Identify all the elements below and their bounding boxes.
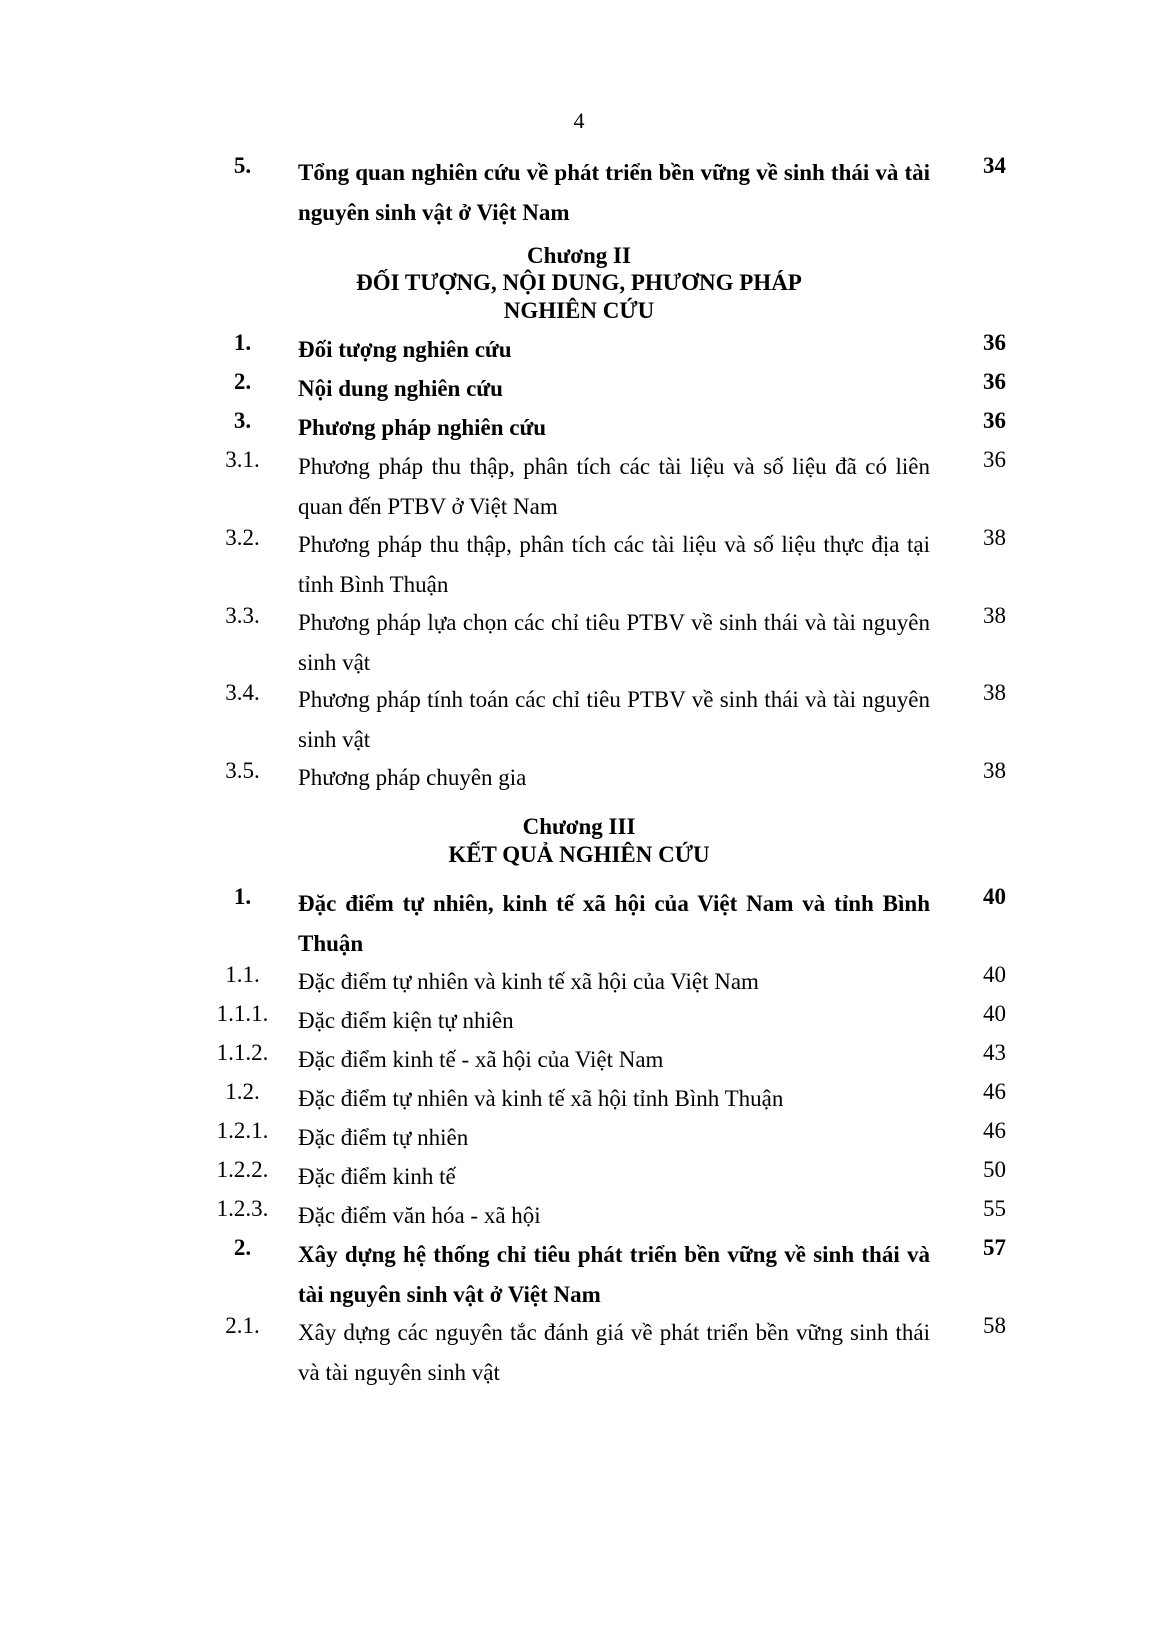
toc-entry-title: Xây dựng các nguyên tắc đánh giá về phát triển bền vững sinh thái và tài nguyên sinh vật	[298, 1320, 930, 1385]
chapter-label: Chương II	[527, 243, 631, 268]
toc-entry-title: Đặc điểm tự nhiên, kinh tế xã hội của Việt Nam và tỉnh Bình Thuận	[298, 891, 930, 956]
toc-entry-page: 50	[983, 1157, 1006, 1182]
toc-entry-number: 1.2.2.	[216, 1157, 269, 1182]
toc-entry-page: 57	[983, 1235, 1006, 1260]
toc-entry-page: 36	[983, 408, 1006, 433]
chapter-label: Chương III	[522, 814, 636, 839]
toc-entry-page: 36	[983, 330, 1006, 355]
toc-entry-page: 40	[983, 962, 1006, 987]
toc-entry-number: 3.3.	[225, 603, 260, 628]
toc-entry-number: 2.	[233, 1235, 252, 1260]
toc-entry-page: 38	[983, 680, 1006, 705]
toc-entry-page: 46	[983, 1118, 1006, 1143]
toc-entry-title: Phương pháp tính toán các chỉ tiêu PTBV về sinh thái và tài nguyên sinh vật	[298, 687, 930, 752]
toc-entry-page: 55	[983, 1196, 1006, 1221]
toc-entry-number: 3.4.	[225, 680, 260, 705]
chapter-title: KẾT QUẢ NGHIÊN CỨU	[448, 842, 710, 867]
toc-entry-title: Đặc điểm tự nhiên và kinh tế xã hội của Việt Nam	[298, 969, 759, 994]
toc-entry-number: 1.1.	[225, 962, 260, 987]
toc-entry-title: Nội dung nghiên cứu	[298, 376, 503, 401]
toc-entry-title: Phương pháp lựa chọn các chỉ tiêu PTBV về sinh thái và tài nguyên sinh vật	[298, 610, 930, 675]
toc-entry-number: 3.5.	[225, 758, 260, 783]
toc-entry-title: Phương pháp nghiên cứu	[298, 415, 547, 440]
toc-entry-page: 34	[983, 153, 1006, 178]
toc-entry-title: Đặc điểm kinh tế	[298, 1164, 456, 1189]
page-number: 4	[573, 108, 585, 133]
toc-entry-number: 1.2.1.	[216, 1118, 269, 1143]
toc-entry-number: 1.1.2.	[216, 1040, 269, 1065]
toc-entry-title: Tổng quan nghiên cứu về phát triển bền vững về sinh thái và tài nguyên sinh vật ở Việt Nam	[298, 160, 930, 225]
toc-entry-page: 58	[983, 1313, 1006, 1338]
toc-entry-title: Đặc điểm tự nhiên và kinh tế xã hội tỉnh Bình Thuận	[298, 1086, 784, 1111]
toc-entry-number: 1.	[233, 330, 252, 355]
toc-entry-page: 46	[983, 1079, 1006, 1104]
chapter-title: ĐỐI TƯỢNG, NỘI DUNG, PHƯƠNG PHÁP	[356, 270, 802, 295]
toc-entry-number: 1.1.1.	[216, 1001, 269, 1026]
toc-entry-title: Đặc điểm tự nhiên	[298, 1125, 469, 1150]
toc-entry-page: 38	[983, 758, 1006, 783]
toc-entry-page: 40	[983, 1001, 1006, 1026]
toc-entry-title: Đặc điểm văn hóa - xã hội	[298, 1203, 541, 1228]
toc-entry-number: 3.	[233, 408, 252, 433]
toc-entry-number: 3.1.	[225, 447, 260, 472]
toc-entry-title: Xây dựng hệ thống chỉ tiêu phát triển bền vững về sinh thái và tài nguyên sinh vật ở Việt Nam	[298, 1242, 930, 1307]
toc-entry-page: 40	[983, 884, 1006, 909]
toc-entry-page: 38	[983, 525, 1006, 550]
toc-entry-number: 2.1.	[225, 1313, 260, 1338]
chapter-title: NGHIÊN CỨU	[503, 298, 655, 323]
toc-entry-page: 36	[983, 369, 1006, 394]
toc-entry-number: 1.2.	[225, 1079, 260, 1104]
toc-entry-title: Đối tượng nghiên cứu	[298, 337, 512, 362]
toc-entry-number: 5.	[233, 153, 252, 178]
toc-entry-title: Phương pháp thu thập, phân tích các tài liệu và số liệu đã có liên quan đến PTBV ở Việt Nam	[298, 454, 930, 519]
toc-entry-title: Đặc điểm kiện tự nhiên	[298, 1008, 514, 1033]
toc-entry-number: 2.	[233, 369, 252, 394]
toc-entry-number: 1.2.3.	[216, 1196, 269, 1221]
toc-entry-number: 1.	[233, 884, 252, 909]
toc-entry-title: Phương pháp thu thập, phân tích các tài liệu và số liệu thực địa tại tỉnh Bình Thuận	[298, 532, 930, 597]
toc-entry-title: Phương pháp chuyên gia	[298, 765, 527, 790]
toc-entry-page: 38	[983, 603, 1006, 628]
toc-entry-number: 3.2.	[225, 525, 260, 550]
toc-entry-page: 43	[983, 1040, 1006, 1065]
toc-entry-page: 36	[983, 447, 1006, 472]
toc-entry-title: Đặc điểm kinh tế - xã hội của Việt Nam	[298, 1047, 664, 1072]
